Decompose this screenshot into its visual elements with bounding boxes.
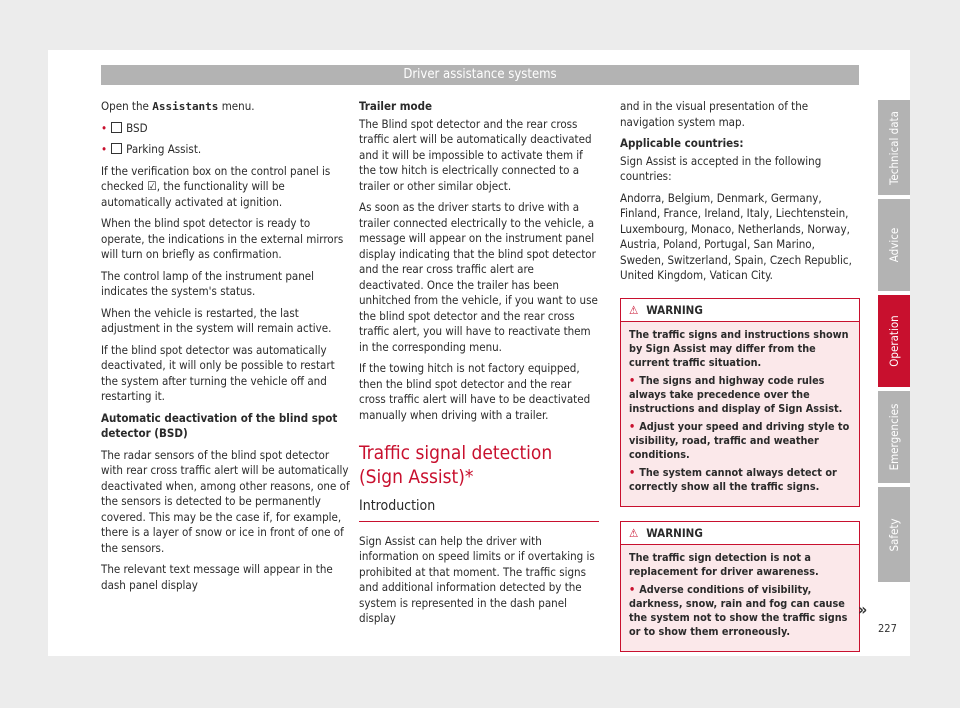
subheading: Applicable countries: <box>620 136 744 150</box>
paragraph: Sign Assist is accepted in the following countries: <box>620 153 822 183</box>
paragraph: and in the visual presentation of the navigation system map. <box>620 99 809 129</box>
checkbox-icon <box>111 143 122 154</box>
paragraph: The Blind spot detector and the rear cross traffic alert will be automatically deactivated and it will be impossible to activate them if the tow hitch is electrically connected to a trailer or other similar object. <box>359 116 592 193</box>
warning-bullet: • Adjust your speed and driving style to visibility, road, traffic and weather conditions. <box>629 419 850 461</box>
column-2 <box>359 99 599 633</box>
warning-box <box>620 521 860 652</box>
tab-emergencies[interactable]: Emergencies <box>878 391 910 483</box>
warning-header: ⚠ WARNING <box>621 299 859 322</box>
page-header: Driver assistance systems <box>101 65 859 85</box>
warning-header: ⚠ WARNING <box>621 522 859 545</box>
paragraph: Andorra, Belgium, Denmark, Germany, Finland, France, Ireland, Italy, Liechtenstein, Luxembourg, Monaco, Netherlands, Norway, Austria, Poland, Portugal, San Marino, Sweden, Switzerland, Spain, Czech Republic, United Kingdom, Vatican City. <box>620 190 852 282</box>
open-menu-line: Open the Assistants menu. <box>101 99 255 113</box>
column-1 <box>101 99 351 599</box>
paragraph: When the vehicle is restarted, the last adjustment in the system will remain active. <box>101 305 332 335</box>
warning-bullet: • The signs and highway code rules always take precedence over the instructions and display of Sign Assist. <box>629 373 843 415</box>
tab-technical-data[interactable]: Technical data <box>878 100 910 195</box>
tab-operation[interactable]: Operation <box>878 295 910 387</box>
paragraph: If the towing hitch is not factory equipped, then the blind spot detector and the rear cross traffic alert will have to be deactivated manually when driving with a trailer. <box>359 361 591 422</box>
assistants-menu-name: Assistants <box>152 100 219 113</box>
paragraph: If the verification box on the control panel is checked ☑, the functionality will be automatically activated at ignition. <box>101 163 331 209</box>
column-3 <box>620 99 860 652</box>
warning-bullet: • Adverse conditions of visibility, darkness, snow, rain and fog can cause the system not to show the traffic signs or to show them erroneously. <box>629 582 848 638</box>
paragraph: As soon as the driver starts to drive with a trailer connected electrically to the vehicle, a message will appear on the instrument panel display indicating that the blind spot detector and the rear cross traffic alert are deactivated. Once the trailer has been unhitched from the vehicle, if you want to use the blind spot detector and the rear cross traffic alert, you will have to reactivate them in the corresponding menu. <box>359 200 598 354</box>
paragraph: The radar sensors of the blind spot detector with rear cross traffic alert will be automatically deactivated when, among other reasons, one of the sensors is detected to be permanently covered. This may be the case if, for example, there is a layer of snow or ice in front of one of the sensors. <box>101 447 350 555</box>
tab-safety[interactable]: Safety <box>878 487 910 582</box>
paragraph: The relevant text message will appear in the dash panel display <box>101 562 333 592</box>
paragraph: When the blind spot detector is ready to operate, the indications in the external mirrors will turn on briefly as confirmation. <box>101 216 344 261</box>
warning-triangle-icon: ⚠ <box>629 525 639 540</box>
warning-body: The traffic signs and instructions shown by Sign Assist may differ from the current traffic situation. • The signs and highway code rules always take precedence over the instructions and display of Sign Assist. • Adjust your speed and driving style to visibility, road, traffic and weather conditions. • The system cannot always detect or correctly show all the traffic signs. <box>621 322 859 506</box>
list-item: • Parking Assist. <box>101 142 202 156</box>
subheading: Automatic deactivation of the blind spot detector (BSD) <box>101 410 338 440</box>
page-number: 227 <box>878 622 897 635</box>
warning-body: The traffic sign detection is not a replacement for driver awareness. • Adverse conditions of visibility, darkness, snow, rain and fog can cause the system not to show the traffic signs or to show them erroneously. <box>621 545 859 651</box>
paragraph: Sign Assist can help the driver with information on speed limits or if overtaking is prohibited at that moment. The traffic signs and additional information detected by the system is represented in the dash panel display <box>359 533 595 625</box>
section-title: Traffic signal detection (Sign Assist)* <box>359 442 553 488</box>
warning-box <box>620 298 860 507</box>
warning-triangle-icon: ⚠ <box>629 302 639 317</box>
paragraph: The control lamp of the instrument panel indicates the system's status. <box>101 268 315 298</box>
list-item: • BSD <box>101 120 148 135</box>
checkbox-icon <box>111 122 122 133</box>
warning-bullet: • The system cannot always detect or correctly show all the traffic signs. <box>629 465 837 493</box>
tab-advice[interactable]: Advice <box>878 199 910 291</box>
subheading: Trailer mode <box>359 99 433 113</box>
continue-arrow-icon: » <box>858 600 868 619</box>
checked-box-icon: ☑ <box>147 179 157 193</box>
paragraph: If the blind spot detector was automatically deactivated, it will only be possible to restart the system after turning the vehicle off and restarting it. <box>101 342 335 403</box>
section-subtitle: Introduction <box>359 499 599 522</box>
